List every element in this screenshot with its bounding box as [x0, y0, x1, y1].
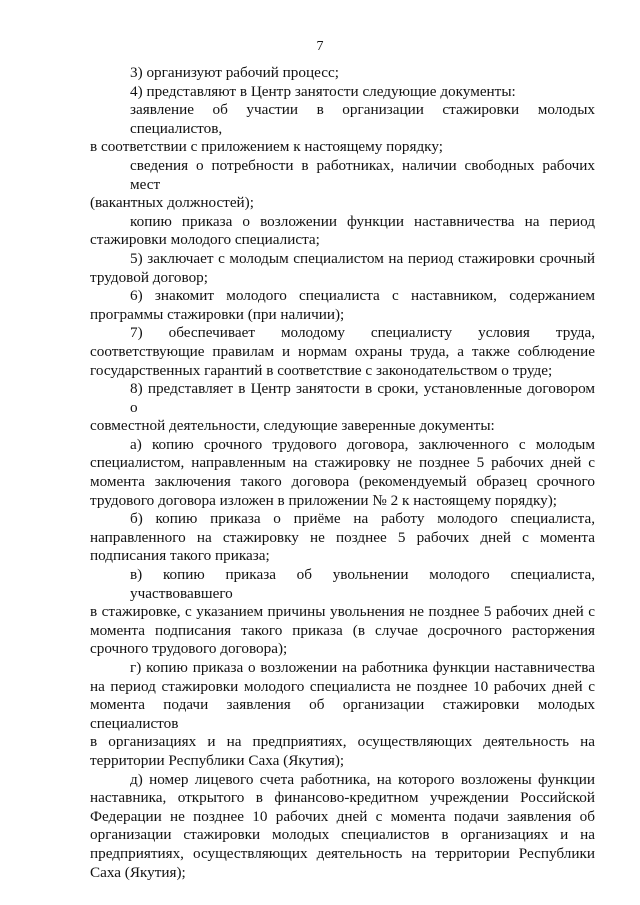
text-line: заявление об участии в организации стажировки молодых специалистов, — [130, 101, 595, 137]
text-line: в соответствии с приложением к настоящему порядку; — [90, 138, 443, 156]
text-line: б) копию приказа о приёме на работу молодого специалиста, — [130, 510, 595, 528]
text-line: предприятиях, осуществляющих деятельность на территории Республики — [90, 844, 595, 862]
text-line: а) копию срочного трудового договора, заключенного с молодым — [130, 435, 595, 453]
paragraph — [90, 101, 595, 157]
paragraph — [90, 250, 595, 287]
text-line: 3) организуют рабочий процесс; — [130, 64, 339, 81]
text-line: момента подачи заявления об организации стажировки молодых специалистов — [90, 696, 595, 732]
text-line: стажировки молодого специалиста; — [90, 231, 320, 249]
text-line: Федерации не позднее 10 рабочих дней с момента подачи заявления об — [90, 807, 595, 825]
text-line: 7) обеспечивает молодому специалисту условия труда, — [130, 324, 595, 342]
text-line: территории Республики Саха (Якутия); — [90, 751, 345, 769]
paragraph — [90, 213, 595, 250]
paragraph — [90, 771, 595, 883]
paragraph — [90, 157, 595, 213]
paragraph — [90, 64, 595, 83]
text-line: Саха (Якутия); — [90, 863, 186, 881]
text-line: подписания такого приказа; — [90, 547, 270, 565]
text-line: в стажировке, с указанием причины увольнения не позднее 5 рабочих дней с — [90, 603, 595, 621]
text-line: момента заключения такого договора (рекомендуемый образец срочного — [90, 473, 595, 491]
document-body — [90, 64, 595, 882]
text-line: момента подписания такого приказа (в случае досрочного расторжения — [90, 621, 595, 639]
text-line: (вакантных должностей); — [90, 194, 254, 212]
paragraph — [90, 287, 595, 324]
paragraph — [90, 659, 595, 771]
text-line: 8) представляет в Центр занятости в сроки, установленные договором о — [130, 380, 595, 416]
paragraph — [90, 436, 595, 510]
text-line: сведения о потребности в работниках, наличии свободных рабочих мест — [130, 156, 595, 193]
text-line: в организациях и на предприятиях, осуществляющих деятельность на — [90, 733, 595, 751]
text-line: 4) представляют в Центр занятости следующие документы: — [130, 82, 516, 100]
text-line: наставника, открытого в финансово-кредитном учреждении Российской — [90, 789, 595, 807]
text-line: 6) знакомит молодого специалиста с наставником, содержанием — [130, 287, 595, 305]
text-line: срочного трудового договора); — [90, 640, 288, 658]
paragraph — [90, 380, 595, 436]
text-line: д) номер лицевого счета работника, на которого возложены функции — [130, 770, 595, 788]
text-line: соответствующие правилам и нормам охраны труда, а также соблюдение — [90, 342, 595, 360]
text-line: специалистом, направленным на стажировку не позднее 5 рабочих дней с — [90, 454, 595, 472]
text-line: программы стажировки (при наличии); — [90, 305, 345, 323]
text-line: государственных гарантий в соответствие с законодательством о труде; — [90, 361, 553, 379]
text-line: на период стажировки молодого специалиста не позднее 10 рабочих дней с — [90, 677, 595, 695]
text-line: копию приказа о возложении функции наставничества на период — [130, 212, 595, 230]
text-line: направленного на стажировку не позднее 5 рабочих дней с момента — [90, 528, 595, 546]
text-line: совместной деятельности, следующие заверенные документы: — [90, 417, 495, 435]
text-line: в) копию приказа об увольнении молодого специалиста, участвовавшего — [130, 566, 595, 602]
page-number: 7 — [316, 39, 324, 54]
paragraph — [90, 510, 595, 566]
text-line: трудового договора изложен в приложении № 2 к настоящему порядку); — [90, 491, 558, 509]
text-line: трудовой договор; — [90, 268, 208, 286]
text-line: организации стажировки молодых специалистов в организациях и на — [90, 826, 595, 844]
paragraph — [90, 324, 595, 380]
text-line: г) копию приказа о возложении на работника функции наставничества — [130, 659, 595, 676]
paragraph — [90, 83, 595, 102]
text-line: 5) заключает с молодым специалистом на период стажировки срочный — [130, 249, 595, 267]
paragraph — [90, 566, 595, 659]
